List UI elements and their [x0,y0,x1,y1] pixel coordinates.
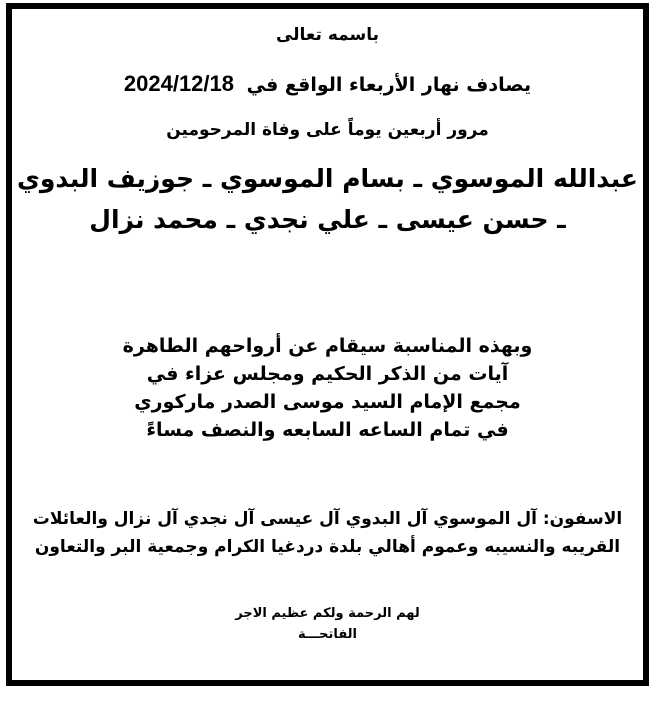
occasion-line-2: آيات من الذكر الحكيم ومجلس عزاء في [146,363,509,385]
forty-days-line: مرور أربعين يوماً على وفاة المرحومين [166,120,489,140]
announcement-frame [6,3,649,686]
basmala-heading: باسمه تعالى [275,25,380,45]
fatiha-line: الفاتحـــة [297,627,358,642]
date-line [12,73,643,95]
date-line-text: يصادف نهار الأربعاء الواقع في [246,74,532,96]
mourners-line-1: الاسفون: آل الموسوي آل البدوي آل عيسى آل نجدي آل نزال والعائلات [32,509,623,529]
deceased-names-line-1: عبدالله الموسوي ـ بسام الموسوي ـ جوزيف البدوي [16,164,639,193]
occasion-line-3: مجمع الإمام السيد موسى الصدر ماركوري [134,391,521,413]
deceased-names-line-2: ـ حسن عيسى ـ علي نجدي ـ محمد نزال [89,205,566,234]
closing-prayer-line: لهم الرحمة ولكم عظيم الاجر [235,606,420,621]
date-value: 2024/12/18 [123,71,234,96]
mourners-line-2: القريبه والنسيبه وعموم أهالي بلدة دردغيا الكرام وجمعية البر والتعاون [34,537,621,557]
occasion-line-4: في تمام الساعه السابعه والنصف مساءً [146,419,509,441]
occasion-line-1: وبهذه المناسبة سيقام عن أرواحهم الطاهرة [122,335,533,357]
